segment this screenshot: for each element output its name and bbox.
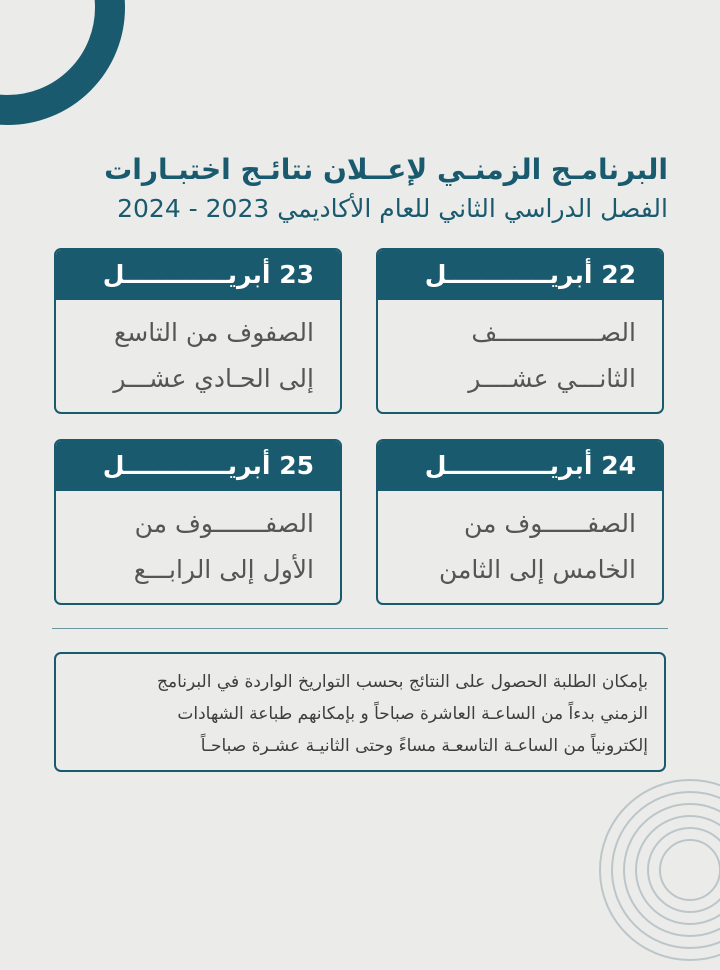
schedule-card-april-22 xyxy=(376,248,664,414)
card-date: 23 أبريــــــــــــل xyxy=(56,250,340,300)
card-line: إلى الحـادي عشـــر xyxy=(113,364,314,393)
note-line: بإمكان الطلبة الحصول على النتائج بحسب التواريخ الواردة في البرنامج xyxy=(157,672,648,692)
card-date: 22 أبريــــــــــــل xyxy=(378,250,662,300)
results-note xyxy=(54,652,666,772)
page-title: البرنامـج الزمنـي لإعــلان نتائـج اختبـارات xyxy=(104,153,668,186)
schedule-card-april-23 xyxy=(54,248,342,414)
card-line: الصفــــــوف من xyxy=(463,509,636,538)
note-line: الزمني بدءاً من الساعـة العاشرة صباحاً و بإمكانهم طباعة الشهادات xyxy=(177,704,648,724)
note-line: إلكترونياً من الساعـة التاسعـة مساءً وحتى الثانيـة عشـرة صباحـاً xyxy=(200,736,648,756)
card-date: 24 أبريــــــــــــل xyxy=(378,441,662,491)
card-body xyxy=(56,491,340,593)
card-line: الصفـــــــوف من xyxy=(134,509,314,538)
card-line: الأول إلى الرابـــع xyxy=(133,555,314,584)
decorative-ring xyxy=(0,0,125,125)
section-divider xyxy=(52,628,668,629)
card-body xyxy=(378,491,662,593)
schedule-card-april-24 xyxy=(376,439,664,605)
decorative-ripple xyxy=(590,770,720,970)
card-line: الصــــــــــــــف xyxy=(471,318,636,347)
card-line: الثانـــي عشــــر xyxy=(468,364,636,393)
card-body xyxy=(56,300,340,402)
page-heading xyxy=(48,150,668,228)
card-body xyxy=(378,300,662,402)
card-date: 25 أبريــــــــــــل xyxy=(56,441,340,491)
card-line: الصفوف من التاسع xyxy=(113,318,314,347)
schedule-card-april-25 xyxy=(54,439,342,605)
card-line: الخامس إلى الثامن xyxy=(438,555,636,584)
page-subtitle: الفصل الدراسي الثاني للعام الأكاديمي 2023 - 2024 xyxy=(117,194,668,223)
